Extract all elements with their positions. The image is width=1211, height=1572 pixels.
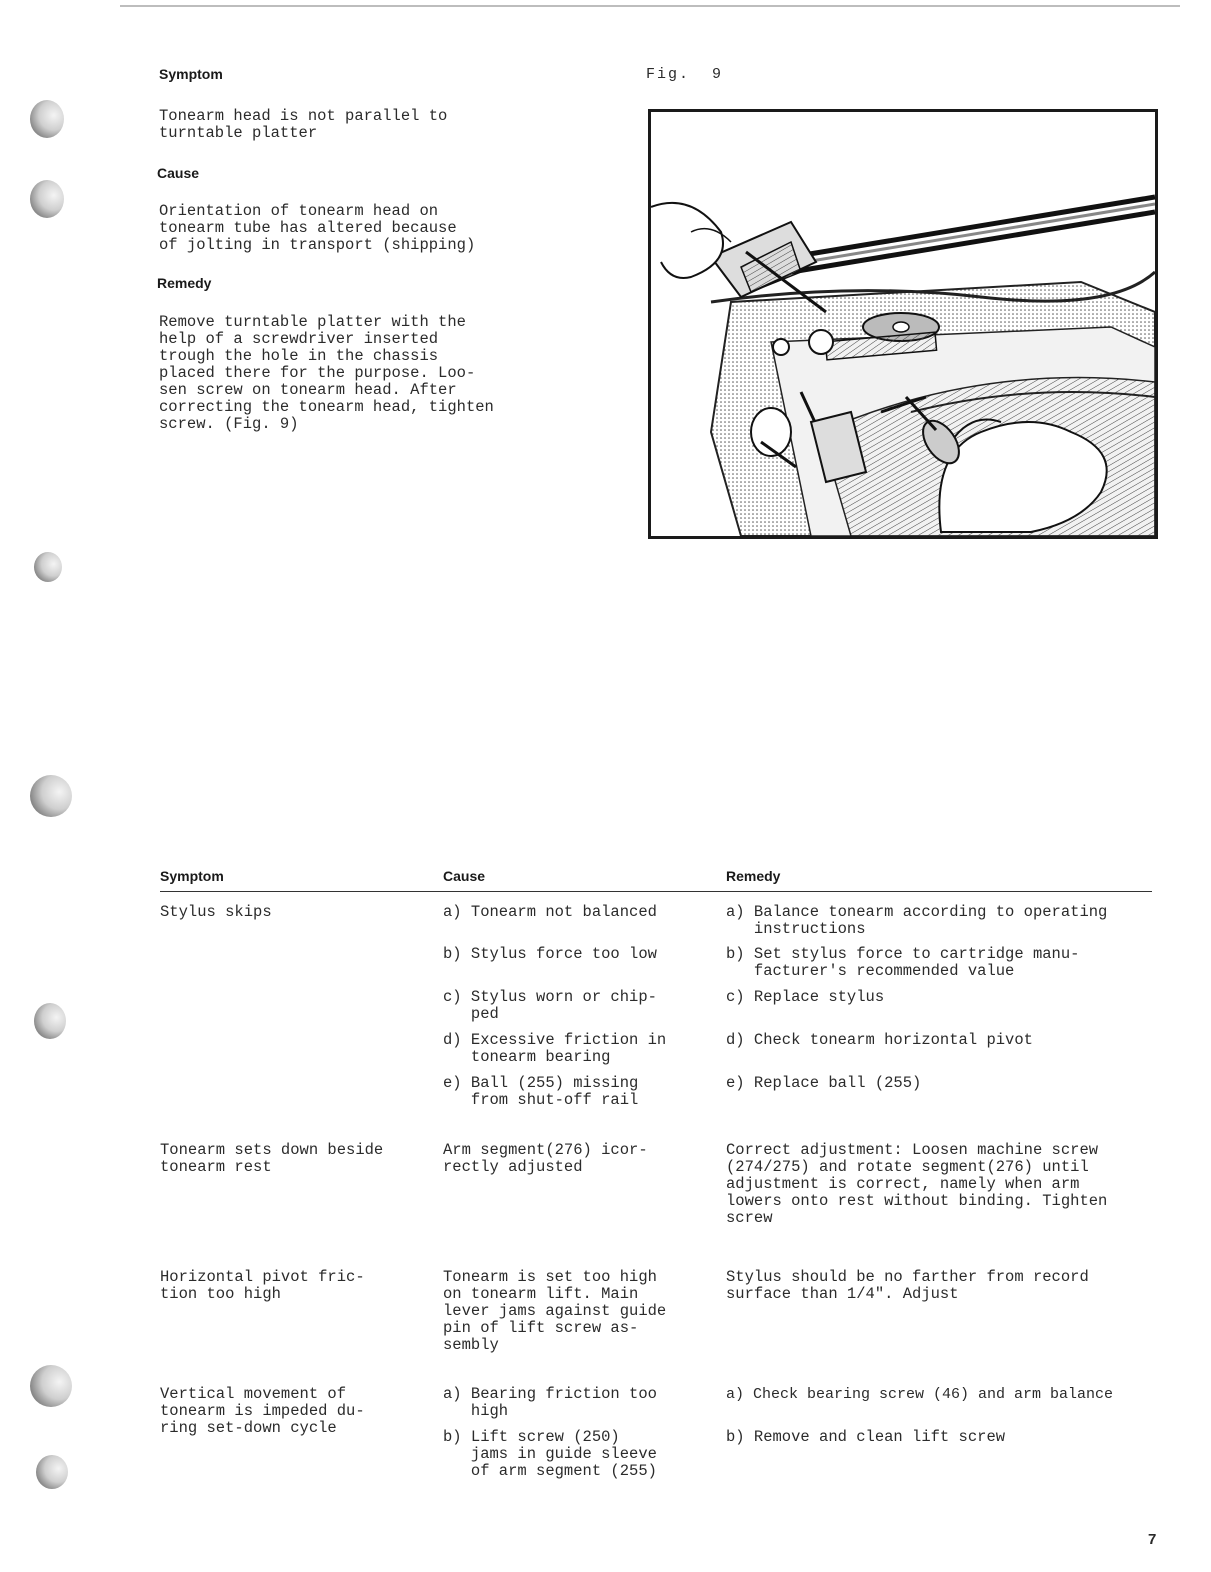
table-row-4-remedy-b: b) Remove and clean lift screw bbox=[726, 1428, 1006, 1446]
table-header-rule bbox=[160, 891, 1152, 892]
table-row-1-remedy-d: d) Check tonearm horizontal pivot bbox=[726, 1031, 1033, 1049]
table-row-1-cause-c: c) Stylus worn or chip- ped bbox=[443, 988, 657, 1023]
table-header-cause: Cause bbox=[443, 868, 486, 884]
table-header-remedy: Remedy bbox=[726, 868, 781, 884]
figure-9-illustration bbox=[648, 109, 1158, 539]
table-row-1-remedy-b: b) Set stylus force to cartridge manu- facturer's recommended value bbox=[726, 945, 1080, 980]
punch-hole bbox=[34, 552, 62, 582]
table-row-3-symptom: Horizontal pivot fric- tion too high bbox=[160, 1268, 365, 1303]
punch-hole bbox=[36, 1455, 68, 1489]
page-top-edge bbox=[120, 5, 1180, 7]
punch-hole bbox=[30, 775, 72, 817]
table-row-4-cause-b: b) Lift screw (250) jams in guide sleeve of arm segment (255) bbox=[443, 1428, 657, 1480]
table-row-4-cause-a: a) Bearing friction too high bbox=[443, 1385, 657, 1420]
table-row-1-remedy-c: c) Replace stylus bbox=[726, 988, 885, 1006]
cause-heading: Cause bbox=[157, 165, 200, 181]
table-row-4-remedy-a: a) Check bearing screw (46) and arm balance bbox=[726, 1386, 1114, 1403]
table-header-symptom: Symptom bbox=[160, 868, 224, 884]
remedy-heading: Remedy bbox=[157, 275, 212, 291]
table-row-1-cause-d: d) Excessive friction in tonearm bearing bbox=[443, 1031, 667, 1066]
table-row-1-symptom: Stylus skips bbox=[160, 903, 272, 921]
remedy-text: Remove turntable platter with the help of a screwdriver inserted trough the hole in the chassis placed there for the purpose. Loo- sen screw on tonearm head. After correcting the tonearm head, tighten screw. (Fig. 9) bbox=[159, 313, 494, 433]
symptom-heading: Symptom bbox=[159, 66, 223, 82]
table-row-4-symptom: Vertical movement of tonearm is impeded du- ring set-down cycle bbox=[160, 1385, 365, 1437]
table-row-1-remedy-e: e) Replace ball (255) bbox=[726, 1074, 922, 1092]
table-row-3-remedy: Stylus should be no farther from record surface than 1/4". Adjust bbox=[726, 1268, 1089, 1303]
punch-hole bbox=[30, 180, 64, 218]
symptom-text: Tonearm head is not parallel to turntable platter bbox=[159, 107, 448, 142]
cause-text: Orientation of tonearm head on tonearm tube has altered because of jolting in transport (shipping) bbox=[159, 202, 476, 254]
punch-hole bbox=[34, 1003, 66, 1039]
figure-label: Fig. 9 bbox=[646, 66, 724, 83]
table-row-1-remedy-a: a) Balance tonearm according to operating instructions bbox=[726, 903, 1108, 938]
page-number: 7 bbox=[1148, 1531, 1157, 1548]
table-row-1-cause-b: b) Stylus force too low bbox=[443, 945, 657, 963]
table-row-2-remedy: Correct adjustment: Loosen machine screw (274/275) and rotate segment(276) until adjustment is correct, namely when arm lowers onto rest without binding. Tighten screw bbox=[726, 1141, 1108, 1227]
table-row-1-cause-e: e) Ball (255) missing from shut-off rail bbox=[443, 1074, 639, 1109]
table-row-3-cause: Tonearm is set too high on tonearm lift. Main lever jams against guide pin of lift screw as- sembly bbox=[443, 1268, 667, 1354]
punch-hole bbox=[30, 1365, 72, 1407]
tonearm-adjustment-drawing bbox=[651, 112, 1155, 536]
table-row-2-symptom: Tonearm sets down beside tonearm rest bbox=[160, 1141, 384, 1176]
table-row-2-cause: Arm segment(276) icor- rectly adjusted bbox=[443, 1141, 648, 1176]
table-row-1-cause-a: a) Tonearm not balanced bbox=[443, 903, 657, 921]
punch-hole bbox=[30, 100, 64, 138]
